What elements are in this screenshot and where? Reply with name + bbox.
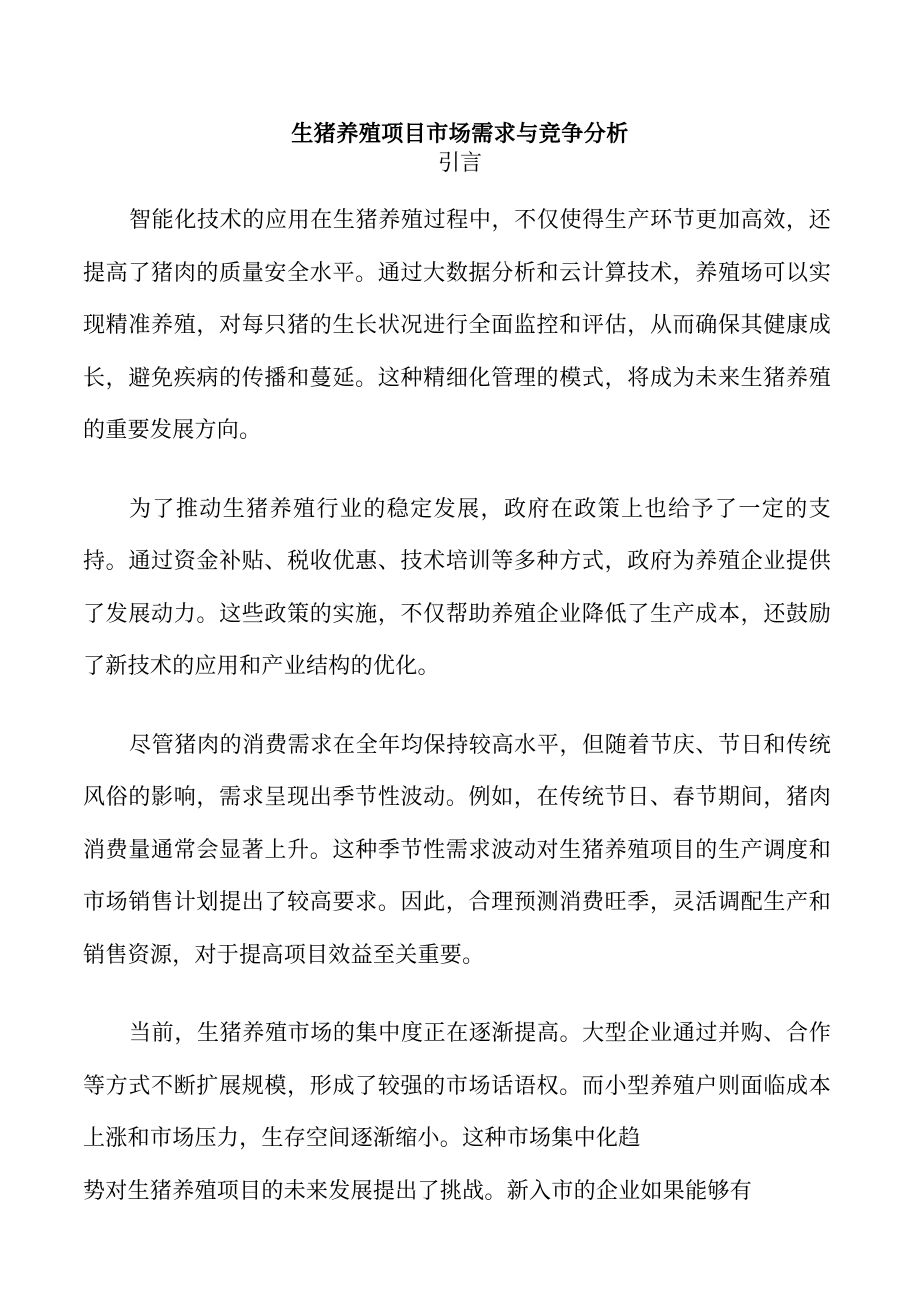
- section-heading: 引言: [437, 151, 482, 176]
- paragraph: 当前，生猪养殖市场的集中度正在逐渐提高。大型企业通过并购、合作等方式不断扩展规模，形成了较强的市场话语权。而小型养殖户则面临成本上涨和市场压力，生存空间逐渐缩小。这种市场集中化趋: [83, 1021, 831, 1151]
- document-body: [83, 195, 831, 1218]
- paragraph: 为了推动生猪养殖行业的稳定发展，政府在政策上也给予了一定的支持。通过资金补贴、税收优惠、技术培训等多种方式，政府为养殖企业提供了发展动力。这些政策的实施，不仅帮助养殖企业降低了生产成本，还鼓励了新技术的应用和产业结构的优化。: [83, 496, 831, 679]
- paragraph-continuation: 势对生猪养殖项目的未来发展提出了挑战。新入市的企业如果能够有: [83, 1178, 753, 1204]
- paragraph: 智能化技术的应用在生猪养殖过程中，不仅使得生产环节更加高效，还提高了猪肉的质量安全水平。通过大数据分析和云计算技术，养殖场可以实现精准养殖，对每只猪的生长状况进行全面监控和评估，从而确保其健康成长，避免疾病的传播和蔓延。这种精细化管理的模式，将成为未来生猪养殖的重要发展方向。: [83, 208, 831, 443]
- document-title: 生猪养殖项目市场需求与竞争分析: [291, 121, 629, 147]
- paragraph: 尽管猪肉的消费需求在全年均保持较高水平，但随着节庆、节日和传统风俗的影响，需求呈现出季节性波动。例如，在传统节日、春节期间，猪肉消费量通常会显著上升。这种季节性需求波动对生猪养殖项目的生产调度和市场销售计划提出了较高要求。因此，合理预测消费旺季，灵活调配生产和销售资源，对于提高项目效益至关重要。: [83, 732, 831, 968]
